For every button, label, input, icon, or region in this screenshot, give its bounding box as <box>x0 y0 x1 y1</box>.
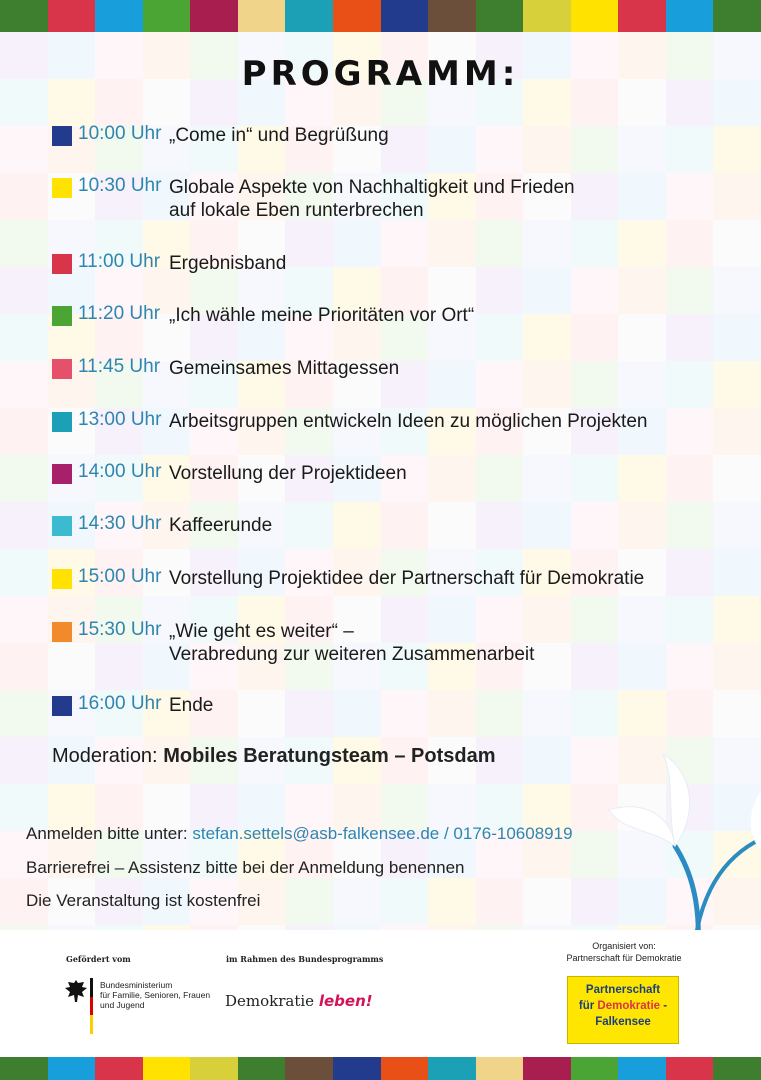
agenda-time: 15:30 Uhr <box>78 619 162 640</box>
stripe-segment <box>381 1057 429 1080</box>
agenda-color-marker <box>52 359 72 379</box>
agenda-color-marker <box>52 696 72 716</box>
stripe-segment <box>190 0 238 32</box>
stripe-segment <box>571 1057 619 1080</box>
agenda-time: 11:20 Uhr <box>78 303 161 324</box>
agenda-description <box>169 123 389 149</box>
moderation <box>52 745 496 768</box>
agenda-color-marker <box>52 178 72 198</box>
agenda-time: 11:45 Uhr <box>78 356 161 377</box>
agenda-color-marker <box>52 412 72 432</box>
organiser-label: Organisiert von: Partnerschaft für Demokratie <box>566 941 682 963</box>
agenda-time: 16:00 Uhr <box>78 693 162 714</box>
agenda-color-marker <box>52 464 72 484</box>
stripe-segment <box>143 1057 191 1080</box>
agenda-description-line: Arbeitsgruppen entwickeln Ideen zu möglichen Projekten <box>169 411 648 432</box>
agenda-description <box>169 409 647 435</box>
funded-by-label: Gefördert vom <box>66 954 131 964</box>
agenda-color-marker <box>52 622 72 642</box>
agenda-description-line: Kaffeerunde <box>169 515 273 536</box>
free-note: Die Veranstaltung ist kostenfrei <box>26 891 261 910</box>
stripe-segment <box>523 0 571 32</box>
agenda-time: 11:00 Uhr <box>78 251 161 272</box>
stripe-segment <box>666 0 714 32</box>
stripe-segment <box>666 1057 714 1080</box>
agenda-description-line: auf lokale Eben runterbrechen <box>169 200 424 221</box>
program-content <box>0 32 761 930</box>
stripe-segment <box>333 1057 381 1080</box>
agenda-description <box>169 461 407 487</box>
stripe-segment <box>476 1057 524 1080</box>
footer <box>0 930 761 1057</box>
german-flag-bar <box>90 978 93 1034</box>
stripe-segment <box>238 0 286 32</box>
agenda-description-line: Verabredung zur weiteren Zusammenarbeit <box>169 644 535 665</box>
registration-contact[interactable]: stefan.settels@asb-falkensee.de / 0176-10608919 <box>192 824 573 843</box>
agenda-color-marker <box>52 254 72 274</box>
registration-line <box>26 824 573 844</box>
stripe-segment <box>48 1057 96 1080</box>
agenda-time: 13:00 Uhr <box>78 409 162 430</box>
ministry-name: Bundesministerium für Familie, Senioren, Frauen und Jugend <box>100 980 211 1010</box>
programme-label: im Rahmen des Bundesprogramms <box>226 954 384 964</box>
top-color-stripe <box>0 0 761 32</box>
agenda-description-line: Vorstellung Projektidee der Partnerschaft für Demokratie <box>169 568 645 589</box>
agenda-description <box>169 566 644 592</box>
stripe-segment <box>190 1057 238 1080</box>
moderation-label: Moderation: <box>52 745 158 767</box>
agenda-description-line: Globale Aspekte von Nachhaltigkeit und Frieden <box>169 177 575 198</box>
partnerschaft-logo: Partnerschaft für Demokratie - Falkensee <box>567 976 679 1044</box>
stripe-segment <box>143 0 191 32</box>
agenda-description-line: Gemeinsames Mittagessen <box>169 358 400 379</box>
stripe-segment <box>333 0 381 32</box>
agenda-color-marker <box>52 569 72 589</box>
accessibility-note: Barrierefrei – Assistenz bitte bei der Anmeldung benennen <box>26 858 465 877</box>
stripe-segment <box>0 0 48 32</box>
agenda-description-line: Ende <box>169 695 214 716</box>
agenda-time: 14:30 Uhr <box>78 513 162 534</box>
agenda-color-marker <box>52 516 72 536</box>
stripe-segment <box>713 0 761 32</box>
stripe-segment <box>238 1057 286 1080</box>
stripe-segment <box>713 1057 761 1080</box>
stripe-segment <box>285 1057 333 1080</box>
stripe-segment <box>571 0 619 32</box>
stripe-segment <box>618 1057 666 1080</box>
registration-label: Anmelden bitte unter: <box>26 824 188 843</box>
federal-eagle-icon <box>64 978 88 1004</box>
agenda-time: 10:30 Uhr <box>78 175 162 196</box>
stripe-segment <box>95 1057 143 1080</box>
agenda-description <box>169 619 534 671</box>
stripe-segment <box>428 0 476 32</box>
agenda-color-marker <box>52 126 72 146</box>
agenda-time: 14:00 Uhr <box>78 461 162 482</box>
agenda-color-marker <box>52 306 72 326</box>
agenda-description <box>169 356 399 382</box>
stripe-segment <box>381 0 429 32</box>
agenda-description-line: „Ich wähle meine Prioritäten vor Ort“ <box>169 305 475 326</box>
stripe-segment <box>0 1057 48 1080</box>
agenda-description-line: Vorstellung der Projektideen <box>169 463 407 484</box>
stripe-segment <box>618 0 666 32</box>
stripe-segment <box>285 0 333 32</box>
agenda-time: 15:00 Uhr <box>78 566 162 587</box>
stripe-segment <box>476 0 524 32</box>
stripe-segment <box>428 1057 476 1080</box>
demokratie-leben-logo: Demokratie leben! <box>225 992 373 1010</box>
page-title: PROGRAMM: <box>241 54 520 94</box>
agenda-description <box>169 513 272 539</box>
bottom-color-stripe <box>0 1057 761 1080</box>
agenda-description <box>169 693 213 719</box>
stripe-segment <box>95 0 143 32</box>
stripe-segment <box>523 1057 571 1080</box>
agenda-description <box>169 303 474 329</box>
agenda-time: 10:00 Uhr <box>78 123 162 144</box>
agenda-description-line: Ergebnisband <box>169 253 287 274</box>
agenda-description <box>169 251 286 277</box>
agenda-description-line: „Come in“ und Begrüßung <box>169 125 389 146</box>
stripe-segment <box>48 0 96 32</box>
agenda-description-line: „Wie geht es weiter“ – <box>169 621 354 642</box>
agenda-description <box>169 175 575 227</box>
moderation-value: Mobiles Beratungsteam – Potsdam <box>163 745 496 767</box>
